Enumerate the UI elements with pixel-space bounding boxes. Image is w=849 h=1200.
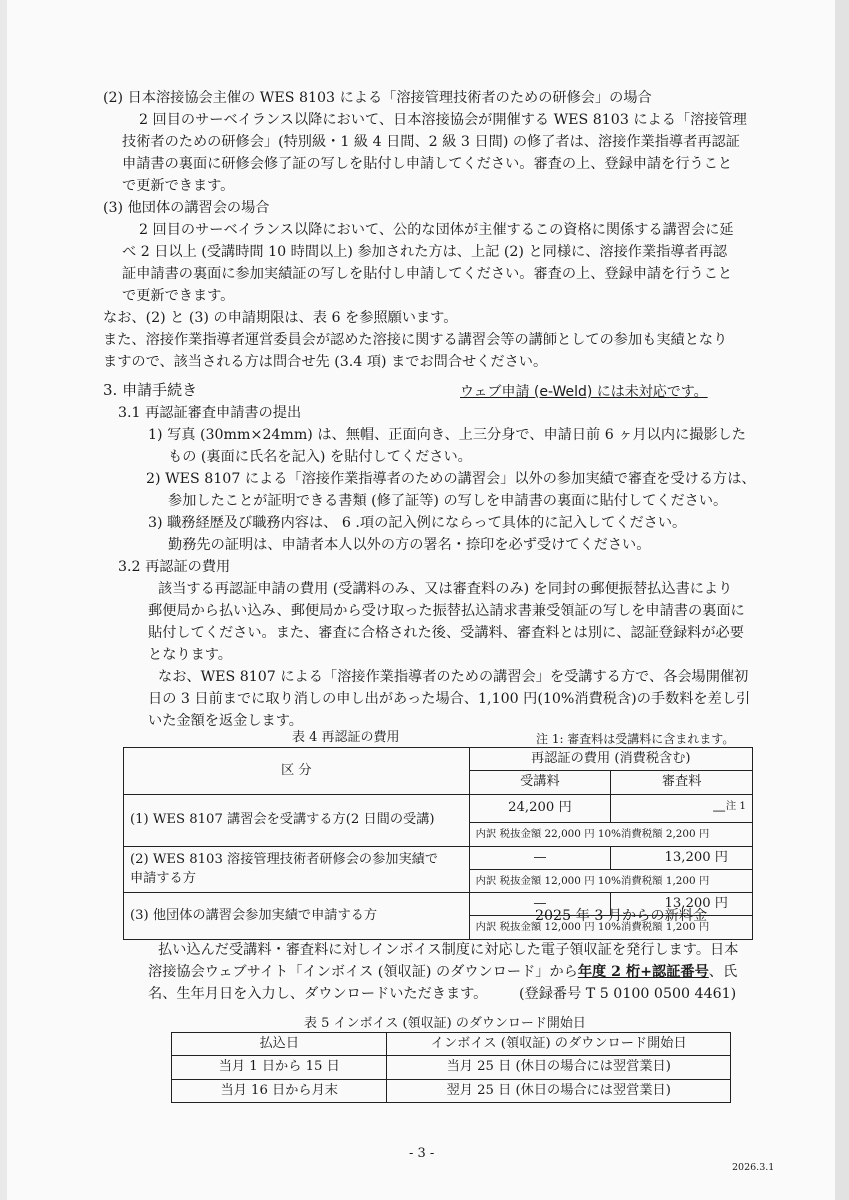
instructor-note: ますので、該当される方は問合せ先 (3.4 項) までお問合せください。 bbox=[103, 354, 548, 370]
fee-row-exam: 13,200 円 bbox=[611, 893, 753, 916]
fee-row-fee: — bbox=[469, 893, 611, 916]
cost-paragraph: となります。 bbox=[148, 647, 232, 663]
cost-paragraph: 該当する再認証申請の費用 (受講料のみ、又は審査料のみ) を同封の郵便振替払込書により bbox=[158, 581, 733, 597]
photo-instruction: 1) 写真 (30mm×24mm) は、無帽、正面向き、上三分身で、申請日前 6 ヶ月以内に撮影した bbox=[148, 427, 746, 443]
item2-heading: (2) 日本溶接協会主催の WES 8103 による「溶接管理技術者のための研修会」の場合 bbox=[103, 90, 652, 106]
invoice-table-head: インボイス (領収証) のダウンロード開始日 bbox=[387, 1033, 731, 1056]
document-date: 2026.3.1 bbox=[732, 1162, 775, 1173]
fee-row-detail: 内訳 税抜金額 12,000 円 10%消費税額 1,200 円 bbox=[469, 869, 752, 892]
fee-table-head-fee: 受講料 bbox=[469, 771, 611, 794]
fee-table-head-cost: 再認証の費用 (消費税含む) bbox=[469, 748, 752, 771]
section32-heading: 3.2 再認証の費用 bbox=[118, 559, 231, 575]
fee-row-fee: — bbox=[469, 846, 611, 869]
photo-instruction: もの (裏面に氏名を記入) を貼付してください。 bbox=[168, 449, 472, 465]
invoice-table-cell: 当月 16 日から月末 bbox=[172, 1079, 387, 1102]
fee-row-detail: 内訳 税抜金額 22,000 円 10%消費税額 2,200 円 bbox=[469, 823, 752, 846]
eweld-notice: ウェブ申請 (e-Weld) には未対応です。 bbox=[460, 384, 708, 400]
invoice-table-head: 払込日 bbox=[172, 1033, 387, 1056]
fee-row-label: (2) WES 8103 溶接管理技術者研修会の参加実績で 申請する方 bbox=[124, 846, 470, 893]
instructor-note: また、溶接作業指導者運営委員会が認めた溶接に関する講習会等の講師としての参加も実績となり bbox=[103, 332, 728, 348]
fee-row-exam: 13,200 円 bbox=[611, 846, 753, 869]
refund-paragraph: いた金額を返金します。 bbox=[148, 713, 303, 729]
cost-paragraph: 貼付してください。また、審査に合格された後、受講料、審査料とは別に、認証登録料が必要 bbox=[148, 625, 744, 641]
invoice-table bbox=[171, 1032, 731, 1103]
item3-heading: (3) 他団体の講習会の場合 bbox=[103, 200, 270, 216]
fee-table-head-exam: 審査料 bbox=[611, 771, 753, 794]
deadline-note: なお、(2) と (3) の申請期限は、表 6 を参照願います。 bbox=[103, 310, 458, 326]
table4-footnote: 注 1: 審査料は受講料に含まれます。 bbox=[536, 732, 735, 746]
item2-line: 技術者のための研修会」(特別級・1 級 4 日間、2 級 3 日間) の修了者は、溶接作業指導者再認証 bbox=[122, 134, 740, 150]
fee-row-exam: —$^{注 1}$ bbox=[611, 794, 753, 823]
invoice-paragraph: 払い込んだ受講料・審査料に対しインボイス制度に対応した電子領収証を発行します。日本 bbox=[158, 942, 739, 958]
item2-line: 申請書の裏面に研修会修了証の写しを貼付し申請してください。審査の上、登録申請を行うこと bbox=[122, 156, 733, 172]
fee-row-fee: 24,200 円 bbox=[469, 794, 611, 823]
fee-row-detail: 内訳 税抜金額 12,000 円 10%消費税額 1,200 円 bbox=[469, 916, 752, 939]
career-instruction: 勤務先の証明は、申請者本人以外の方の署名・捺印を必ず受けてください。 bbox=[168, 537, 651, 553]
career-instruction: 3) 職務経歴及び職務内容は、 6 .項の記入例にならって具体的に記入してください。 bbox=[148, 515, 687, 531]
item2-line: で更新できます。 bbox=[122, 178, 235, 194]
invoice-table-cell: 当月 1 日から 15 日 bbox=[172, 1056, 387, 1079]
cost-paragraph: 郵便局から払い込み、郵便局から受け取った振替払込請求書兼受領証の写しを申請書の裏面に bbox=[148, 603, 745, 619]
refund-paragraph: 日の 3 日前までに取り消しの申し出があった場合、1,100 円(10%消費税含)の手数料を差し引 bbox=[148, 691, 751, 707]
invoice-table-cell: 翌月 25 日 (休日の場合には翌営業日) bbox=[387, 1079, 731, 1102]
item2-line: 2 回目のサーベイランス以降において、日本溶接協会が開催する WES 8103 による「溶接管理 bbox=[139, 112, 747, 128]
section31-heading: 3.1 再認証審査申請書の提出 bbox=[118, 405, 302, 421]
section3-heading: 3. 申請手続き bbox=[103, 381, 198, 399]
table5-caption: 表 5 インボイス (領収証) のダウンロード開始日 bbox=[304, 1016, 586, 1031]
invoice-table-cell: 当月 25 日 (休日の場合には翌営業日) bbox=[387, 1056, 731, 1079]
table4-caption: 表 4 再認証の費用 bbox=[292, 730, 400, 745]
fee-table-head-category: 区 分 bbox=[124, 748, 470, 795]
fee-row-label: (1) WES 8107 講習会を受講する方(2 日間の受講) bbox=[124, 794, 470, 846]
invoice-paragraph: 名、生年月日を入力し、ダウンロードいただきます。 bbox=[148, 986, 488, 1002]
refund-paragraph: なお、WES 8107 による「溶接作業指導者のための講習会」を受講する方で、各会場開催初 bbox=[158, 669, 749, 685]
fee-row-label: (3) 他団体の講習会参加実績で申請する方 bbox=[124, 893, 470, 940]
item3-line: で更新できます。 bbox=[122, 288, 235, 304]
registration-number: (登録番号 T 5 0100 0500 4461) bbox=[519, 986, 737, 1002]
item3-line: べ 2 日以上 (受講時間 10 時間以上) 参加された方は、上記 (2) と同様に、溶接作業指導者再認 bbox=[122, 244, 728, 260]
item3-line: 証申請書の裏面に参加実績証の写しを貼付し申請してください。審査の上、登録申請を行うこと bbox=[122, 266, 733, 282]
page-number: - 3 - bbox=[409, 1146, 435, 1161]
item3-line: 2 回目のサーベイランス以降において、公的な団体が主催するこの資格に関係する講習会に延 bbox=[139, 222, 734, 238]
proof-instruction: 参加したことが証明できる書類 (修了証等) の写しを申請書の裏面に貼付してください。 bbox=[168, 493, 728, 509]
new-fee-note: 2025 年 3 月からの新料金 bbox=[535, 908, 708, 924]
proof-instruction: 2) WES 8107 による「溶接作業指導者のための講習会」以外の参加実績で審査を受ける方は、 bbox=[146, 471, 756, 487]
invoice-paragraph: 溶接協会ウェブサイト「インボイス (領収証) のダウンロード」から年度 2 桁+認証番号、氏 bbox=[148, 964, 738, 980]
